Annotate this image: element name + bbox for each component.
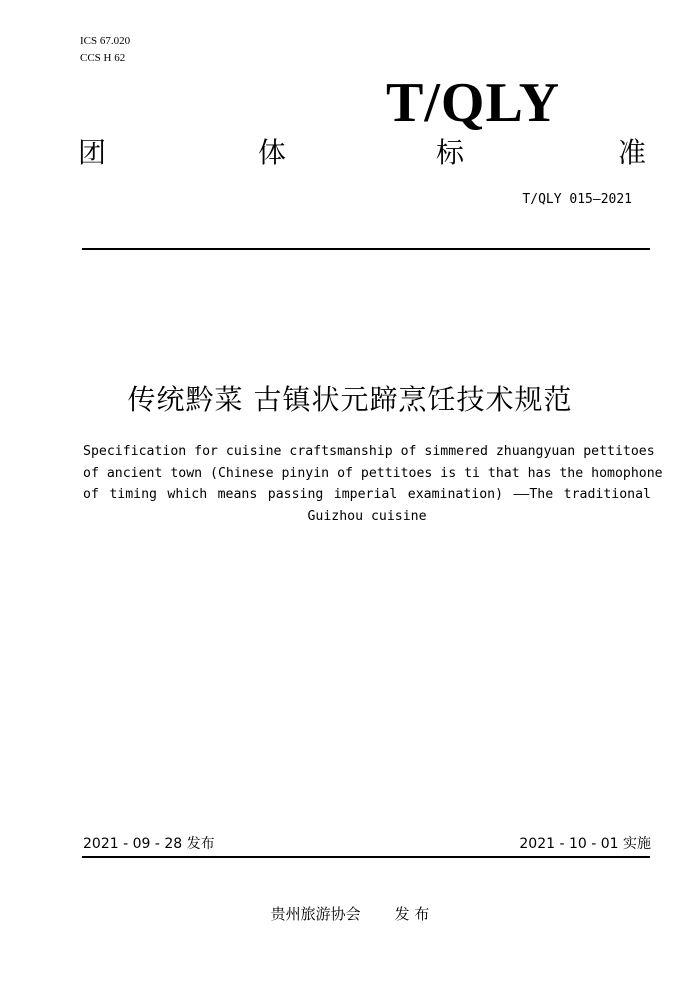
title-chinese: 传统黔菜 古镇状元蹄烹饪技术规范 <box>127 383 573 416</box>
ccs-code: CCS H 62 <box>80 52 126 64</box>
bottom-divider <box>82 856 650 858</box>
top-divider <box>82 248 650 250</box>
title-english-line: Guizhou cuisine <box>307 508 427 524</box>
standard-kind-char: 体 <box>258 136 287 169</box>
publish-action: 发 布 <box>394 905 430 923</box>
publisher-line <box>0 903 700 925</box>
effective-date: 2021 - 10 - 01 实施 <box>519 836 651 852</box>
standard-kind-char: 标 <box>436 136 465 169</box>
ics-code: ICS 67.020 <box>80 35 131 47</box>
classification-codes <box>80 33 130 67</box>
standard-kind-char: 准 <box>617 136 646 169</box>
title-english-line: of timing which means passing imperial examination) ——The traditional <box>83 487 651 502</box>
standard-brand-mark: T/QLY <box>386 72 561 134</box>
date-row <box>83 834 651 854</box>
publisher-name: 贵州旅游协会 <box>270 905 361 923</box>
standard-kind-char: 团 <box>78 136 107 169</box>
document-number: T/QLY 015—2021 <box>522 192 632 207</box>
standard-kind <box>78 133 648 173</box>
title-english-line: Specification for cuisine craftsmanship of simmered zhuangyuan pettitoes <box>83 444 655 459</box>
issue-date: 2021 - 09 - 28 发布 <box>83 836 215 852</box>
title-english <box>83 441 663 527</box>
title-english-line: of ancient town (Chinese pinyin of pettitoes is ti that has the homophone <box>83 465 663 481</box>
